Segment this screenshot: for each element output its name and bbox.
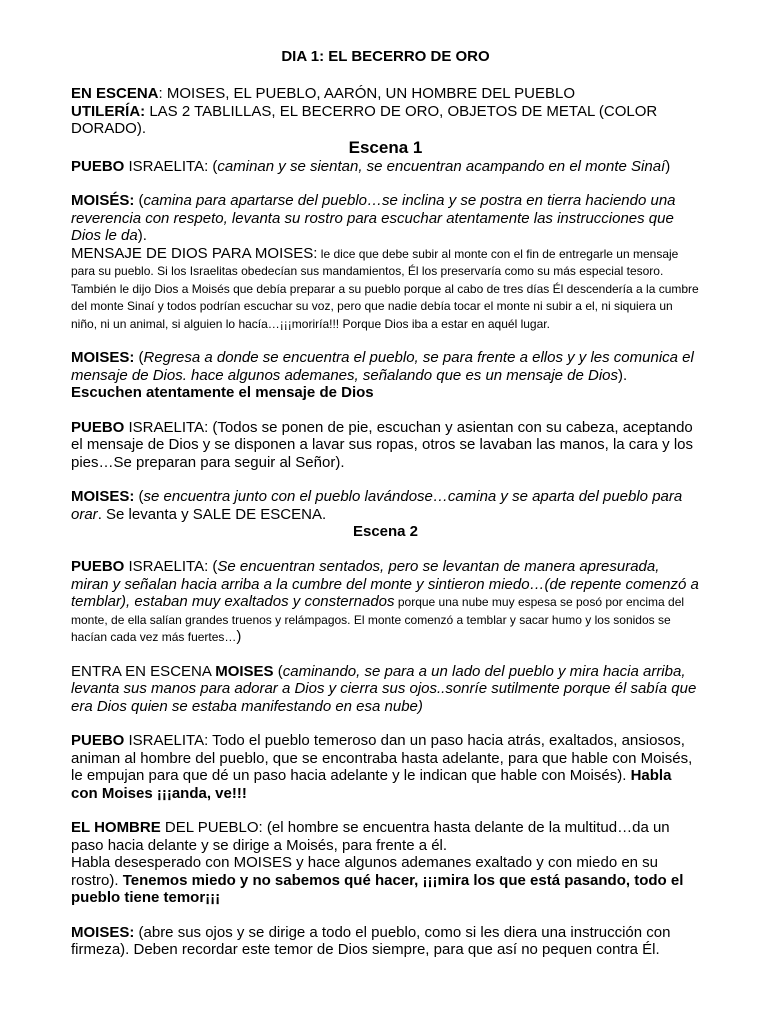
speaker-label: MOISES: xyxy=(71,349,135,366)
paragraph-text: DEL PUEBLO: (el hombre se encuentra hasta delante de la multitud…da un paso hacia delante y se dirige a Moisés, para frente a él. xyxy=(71,819,670,854)
scene-2-heading: Escena 2 xyxy=(352,523,419,540)
cast-text: : MOISES, EL PUEBLO, AARÓN, UN HOMBRE DEL PUEBLO xyxy=(158,85,576,102)
speaker-label: PUEBO xyxy=(71,732,125,749)
cast-line xyxy=(71,85,700,103)
paragraph-1 xyxy=(71,158,700,176)
paragraph-9 xyxy=(71,732,700,802)
paragraph-6 xyxy=(71,488,700,523)
speaker-label: PUEBO xyxy=(71,157,125,175)
paragraph-text: ISRAELITA: Todo el pueblo temeroso dan un paso hacia atrás, exaltados, ansiosos, animan al hombre del pueblo, que se encontraba hasta adelante, para que hable con Moisés, le empujan para que dé un paso hacia adelante y le indican que hable con Moisés). xyxy=(71,732,693,784)
scene-1-heading: Escena 1 xyxy=(348,137,423,157)
speaker-label: MOISES xyxy=(215,662,274,680)
paragraph-10 xyxy=(71,819,700,907)
speaker-label: PUEBO xyxy=(71,418,125,436)
paragraph-small-text: porque una nube muy espesa se posó por encima del monte, de ella salían grandes truenos y relámpagos. El monte comenzó a temblar y sacar humo y los sonidos se hacían cada vez más fuertes… xyxy=(71,595,685,644)
paragraph-text: ENTRA EN ESCENA xyxy=(71,662,216,680)
stage-direction: camina para apartarse del pueblo…se inclina y se postra en tierra haciendo una reverencia con respeto, levanta su rostro para escuchar atentamente las instrucciones que Dios le da xyxy=(71,192,676,244)
dialogue-line: Habla con Moises ¡¡¡anda, ve!!! xyxy=(71,767,672,802)
stage-direction: Regresa a donde se encuentra el pueblo, se para frente a ellos y y les comunica el mensaje de Dios. hace algunos ademanes, señalando que es un mensaje de Dios xyxy=(71,349,694,384)
stage-direction: Se encuentran sentados, pero se levantan de manera apresurada, miran y señalan hacia arriba a la cumbre del monte y sintieron miedo…(de repente comenzó a temblar), estaban muy exaltados y consternados xyxy=(71,558,699,610)
speaker-label: MOISES: xyxy=(71,488,135,505)
paragraph-text: ( xyxy=(134,349,144,366)
paragraph-2 xyxy=(71,192,700,245)
speaker-label: MOISES: xyxy=(71,923,135,941)
paragraph-text: ) xyxy=(665,157,671,175)
paragraph-7 xyxy=(71,558,700,646)
paragraph-text: ( xyxy=(134,192,144,209)
stage-direction: se encuentra junto con el pueblo lavándose…camina y se aparta del pueblo para orar xyxy=(71,488,683,523)
cast-label: EN ESCENA xyxy=(71,85,159,102)
paragraph-text: ( xyxy=(134,488,144,505)
dialogue-line: Escuchen atentamente el mensaje de Dios xyxy=(71,384,374,401)
stage-direction: caminan y se sientan, se encuentran acampando en el monte Sinaí xyxy=(217,157,666,175)
paragraph-3 xyxy=(71,245,700,333)
stage-direction: caminando, se para a un lado del pueblo y mira hacia arriba, levanta sus manos para adorar a Dios y cierra sus ojos..sonríe sutilmente porque él sabía que era Dios quien se estaba manifestando en esa nube) xyxy=(71,662,697,715)
speaker-label: MOISÉS: xyxy=(71,192,135,209)
props-text: LAS 2 TABLILLAS, EL BECERRO DE ORO, OBJETOS DE METAL (COLOR DORADO). xyxy=(71,102,658,137)
paragraph-text: ( xyxy=(273,662,283,680)
paragraph-text: ISRAELITA: (Todos se ponen de pie, escuchan y asientan con su cabeza, aceptando el mensaje de Dios y se disponen a lavar sus ropas, otros se lavaban las manos, la cara y los pies…Se preparan para seguir al Señor). xyxy=(71,418,693,471)
paragraph-text: Habla desesperado con MOISES y hace algunos ademanes exaltado y con miedo en su rostro). xyxy=(71,854,659,889)
message-text: le dice que debe subir al monte con el fin de entregarle un mensaje para su pueblo. Si los Israelitas obedecían sus mandamientos, Él los preservaría como su más especial tesoro. También le dijo Dios a Moisés que debía preparar a su pueblo porque al cabo de tres días Él descendería a la cumbre del monte Sinaí y todos podrían escuchar su voz, pero que nadie debía tocar el monte ni subir a el, ni siquiera un niño, ni un animal, si alguien lo hacía…¡¡¡moriría!!! Porque Dios iba a estar en aquél lugar. xyxy=(71,246,699,331)
props-label: UTILERÍA: xyxy=(71,102,146,120)
paragraph-11 xyxy=(71,924,700,959)
speaker-label: EL HOMBRE xyxy=(71,819,161,836)
paragraph-5 xyxy=(71,419,700,472)
paragraph-8 xyxy=(71,663,700,716)
paragraph-text: ). xyxy=(618,366,628,384)
paragraph-text: . Se levanta y SALE DE ESCENA. xyxy=(97,505,327,523)
paragraph-text: ). xyxy=(137,227,147,244)
speaker-label: PUEBO xyxy=(71,558,125,575)
message-label: MENSAJE DE DIOS PARA MOISES: xyxy=(71,244,318,262)
paragraph-4 xyxy=(71,349,700,402)
props-line xyxy=(71,103,700,138)
paragraph-text: (abre sus ojos y se dirige a todo el pueblo, como si les diera una instrucción con firmeza). Deben recordar este temor de Dios siempre, para que así no pequen contra Él. xyxy=(71,923,671,958)
dialogue-line: Tenemos miedo y no sabemos qué hacer, ¡¡¡mira los que está pasando, todo el pueblo tiene temor¡¡¡ xyxy=(71,871,684,906)
document-title: DIA 1: EL BECERRO DE ORO xyxy=(281,48,490,65)
paragraph-text: ISRAELITA: ( xyxy=(124,558,218,575)
paragraph-text: ISRAELITA: ( xyxy=(124,157,218,175)
paragraph-text: ) xyxy=(236,628,242,645)
